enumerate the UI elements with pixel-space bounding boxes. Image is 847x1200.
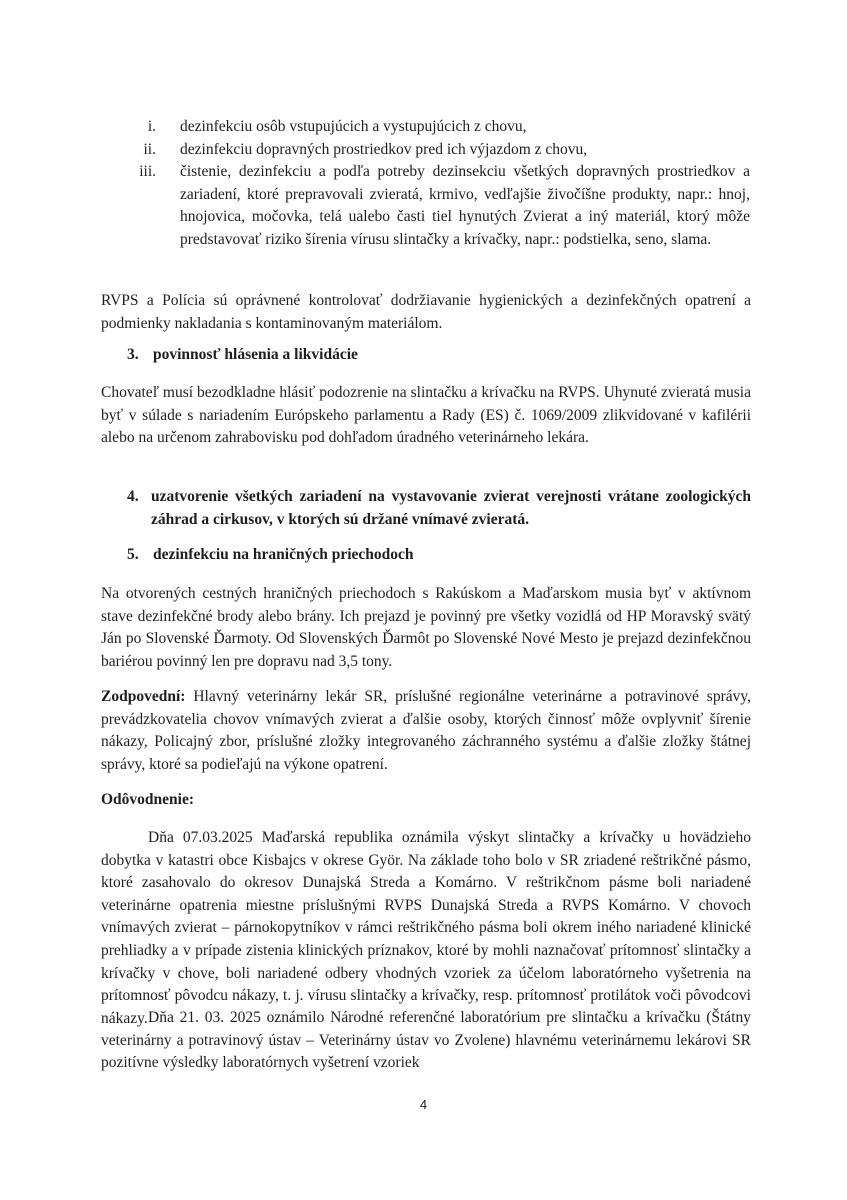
list-item-number: ii. xyxy=(143,140,156,158)
section-5-title: dezinfekciu na hraničných priechodoch xyxy=(153,546,414,563)
list-item xyxy=(130,116,750,139)
list-item-text: čistenie, dezinfekciu a podľa potreby dezinsekciu všetkých dopravných prostriedkov a zariadení, ktoré prepravovali zvieratá, krmivo, vedľajšie živočíšne produkty, napr.: hnoj, hnojovica, močovka, telá ualebo časti tiel hynutých Zvierat a iný materiál, ktorý môže predstavovať riziko šírenia vírusu slintačky a krívačky, napr.: podstielka, seno, slama. xyxy=(180,163,750,248)
list-item-number: iii. xyxy=(139,163,156,181)
section-4-heading xyxy=(127,486,751,531)
section-3-number: 3. xyxy=(127,346,139,363)
section-4-title: uzatvorenie všetkých zariadení na vystavovanie zvierat verejnosti vrátane zoologických záhrad a cirkusov, v ktorých sú držané vnímavé zvieratá. xyxy=(151,488,751,528)
section-3-title: povinnosť hlásenia a likvidácie xyxy=(153,346,358,363)
responsible-text: Hlavný veterinárny lekár SR, príslušné regionálne veterinárne a potravinové správy, prevádzkovatelia chovov vnímavých zvierat a ďalšie osoby, ktorých činnosť môže ovplyvniť šírenie nákazy, Policajný zbor, príslušné zložky integrovaného záchranného systému a ďalšie zložky štátnej správy, ktoré sa podieľajú na výkone opatrení. xyxy=(101,688,751,773)
justification-title: Odôvodnenie: xyxy=(101,791,195,808)
justification-paragraph-2: Dňa 21. 03. 2025 oznámilo Národné referenčné laboratórium pre slintačku a krívačku (Štátny veterinárny a potravinový ústav – Veterinárny ústav vo Zvolene) hlavnému veterinárnemu lekárovi SR pozitívne výsledky laboratórnych vyšetrení vzoriek xyxy=(101,1009,751,1072)
page-number: 4 xyxy=(419,1097,428,1112)
measures-list xyxy=(130,116,750,252)
responsible-paragraph xyxy=(101,686,751,776)
section-5-heading xyxy=(127,544,414,567)
section-5-text: Na otvorených cestných hraničných priechodoch s Rakúskom a Maďarskom musia byť v aktívnom stave dezinfekčné brody alebo brány. Ich prejazd je povinný pre všetky vozidlá od HP Moravský svätý Ján po Slovenské Ďarmoty. Od Slovenských Ďarmôt po Slovenské Nové Mesto je prejazd dezinfekčnou bariérou povinný len pre dopravu nad 3,5 tony. xyxy=(101,585,751,670)
list-item xyxy=(130,139,750,162)
list-item xyxy=(130,161,750,251)
section-3-heading xyxy=(127,344,358,367)
list-item-text: dezinfekciu osôb vstupujúcich a vystupujúcich z chovu, xyxy=(180,118,527,135)
list-item-text: dezinfekciu dopravných prostriedkov pred ich výjazdom z chovu, xyxy=(180,140,588,158)
control-paragraph: RVPS a Polícia sú oprávnené kontrolovať dodržiavanie hygienických a dezinfekčných opatrení a podmienky nakladania s kontaminovaným materiálom. xyxy=(101,292,751,332)
section-4-number: 4. xyxy=(127,488,139,505)
responsible-label: Zodpovední: xyxy=(101,688,186,705)
list-item-number: i. xyxy=(147,118,156,135)
section-5-number: 5. xyxy=(127,546,139,563)
section-3-text: Chovateľ musí bezodkladne hlásiť podozrenie na slintačku a krívačku na RVPS. Uhynuté zvieratá musia byť v súlade s nariadením Európskeho parlamentu a Rady (ES) č. 1069/2009 zlikvidované v kafilérii alebo na určenom zahrabovisku pod dohľadom úradného veterinárneho lekára. xyxy=(101,384,751,447)
justification-paragraph-1: Dňa 07.03.2025 Maďarská republika oznámila výskyt slintačky a krívačky u hovädzieho dobytka v katastri obce Kisbajcs v okrese Györ. Na základe toho bolo v SR zriadené reštrikčné pásmo, ktoré zasahovalo do okresov Dunajská Streda a Komárno. V reštrikčnom pásme boli nariadené veterinárne opatrenia miestne príslušnými RVPS Dunajská Streda a RVPS Komárno. V chovoch vnímavých zvierat – párnokopytníkov v rámci reštrikčného pásma boli okrem iného nariadené klinické prehliadky a v prípade zistenia klinických príznakov, ktoré by mohli naznačovať prítomnosť slintačky a krívačky v chove, boli nariadené odbery vhodných vzoriek za účelom laboratórneho vyšetrenia na prítomnosť pôvodcu nákazy, t. j. vírusu slintačky a krívačky, resp. prítomnosť protilátok voči pôvodcovi nákazy. xyxy=(101,829,751,1027)
